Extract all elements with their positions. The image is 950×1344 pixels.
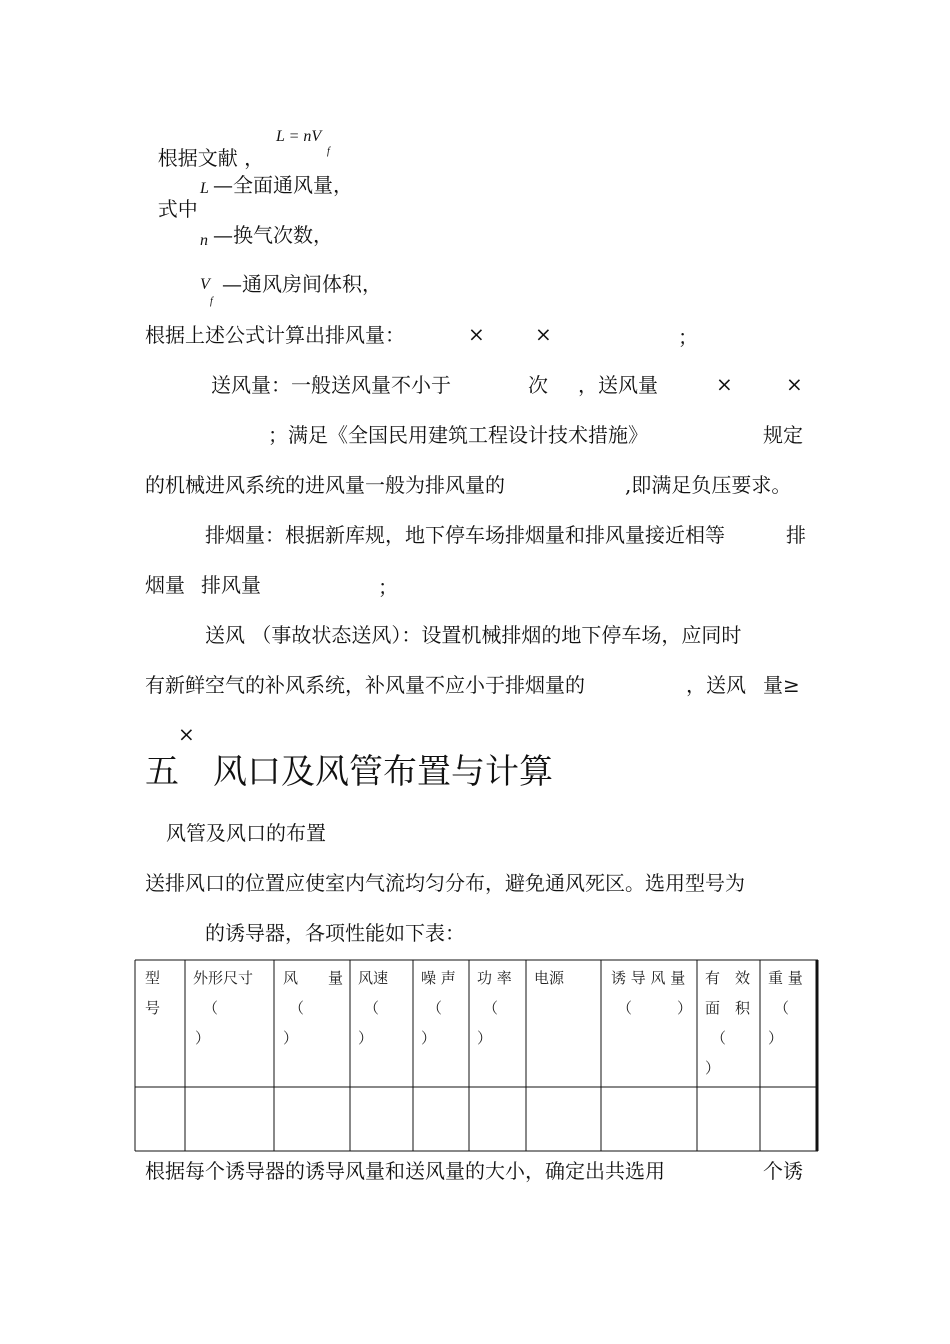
table-header-effective-area: 有 效 面 积 （ ） bbox=[705, 969, 751, 1077]
line-2-prefix: 式中 bbox=[157, 197, 198, 221]
line-5-text: 根据上述公式计算出排风量： bbox=[145, 323, 405, 347]
line-10-part-c: ； bbox=[378, 575, 398, 599]
line-1-text: 根据文献 ， bbox=[157, 146, 265, 170]
formula-var-l: L bbox=[276, 128, 285, 145]
line-10-part-a: 烟量 bbox=[145, 573, 185, 597]
line-6-part-b: 次 bbox=[528, 373, 548, 397]
paragraph-line-2: 的诱导器，各项性能如下表： bbox=[205, 921, 465, 945]
line-4-text: —通风房间体积， bbox=[222, 272, 382, 296]
table-header-noise: 噪 声 （ ） bbox=[421, 969, 456, 1047]
table-header-airflow: 风 量 （ ） bbox=[283, 969, 344, 1047]
line-8-part-a: 的机械进风系统的进风量一般为排风量的 bbox=[145, 473, 505, 497]
var-v-subscript: f bbox=[210, 296, 213, 307]
line-9-part-a: 排烟量：根据新库规，地下停车场排烟量和排风量接近相等 bbox=[205, 523, 725, 547]
table-header-induced-airflow: 诱 导 风 量 （ ） bbox=[611, 969, 693, 1017]
line-5-end: ； bbox=[678, 325, 698, 349]
line-11-text: 送风 （事故状态送风）：设置机械排烟的地下停车场，应同时 bbox=[205, 623, 742, 647]
paragraph-line-1: 送排风口的位置应使室内气流均匀分布，避免通风死区。选用型号为 bbox=[145, 871, 745, 895]
var-l: L bbox=[200, 180, 209, 197]
last-line-part-b: 个诱 bbox=[763, 1159, 803, 1183]
line-2-text: —全面通风量， bbox=[213, 173, 353, 197]
line-13-times: × bbox=[178, 722, 195, 746]
table-header-velocity: 风速 （ ） bbox=[358, 969, 389, 1047]
line-8-part-b: ,即满足负压要求。 bbox=[625, 473, 792, 497]
line-9-part-b: 排 bbox=[786, 523, 806, 547]
line-6-times-2: × bbox=[786, 372, 803, 396]
line-10-part-b: 排风量 bbox=[201, 573, 261, 597]
line-6-part-c: ，送风量 bbox=[578, 373, 658, 397]
line-6-part-a: 送风量：一般送风量不小于 bbox=[211, 373, 451, 397]
var-n: n bbox=[200, 232, 208, 249]
table-header-power-supply: 电源 bbox=[534, 969, 565, 987]
section-number: 五 bbox=[145, 752, 179, 792]
line-7-part-a: ；满足《全国民用建筑工程设计技术措施》 bbox=[268, 423, 648, 447]
line-12-part-a: 有新鲜空气的补风系统，补风量不应小于排烟量的 bbox=[145, 673, 585, 697]
var-v: V bbox=[200, 276, 210, 293]
line-3-text: —换气次数， bbox=[213, 223, 333, 247]
line-6-times-1: × bbox=[716, 372, 733, 396]
table-header-model: 型 号 bbox=[145, 969, 161, 1017]
formula-subscript-f: f bbox=[327, 146, 330, 157]
line-12-part-c: 量≥ bbox=[763, 673, 800, 697]
last-line-part-a: 根据每个诱导器的诱导风量和送风量的大小，确定出共选用 bbox=[145, 1159, 665, 1183]
line-7-part-b: 规定 bbox=[763, 423, 803, 447]
line-12-part-b: ，送风 bbox=[686, 673, 746, 697]
table-header-dimensions: 外形尺寸 （ ） bbox=[193, 969, 254, 1047]
section-heading: 风口及风管布置与计算 bbox=[213, 752, 553, 792]
line-5-times-2: × bbox=[535, 322, 552, 346]
sub-heading: 风管及风口的布置 bbox=[166, 821, 326, 845]
formula-eq: = nV bbox=[284, 128, 322, 145]
line-5-times-1: × bbox=[468, 322, 485, 346]
table-header-power: 功 率 （ ） bbox=[477, 969, 512, 1047]
table-header-weight: 重 量 （ ） bbox=[768, 969, 803, 1047]
